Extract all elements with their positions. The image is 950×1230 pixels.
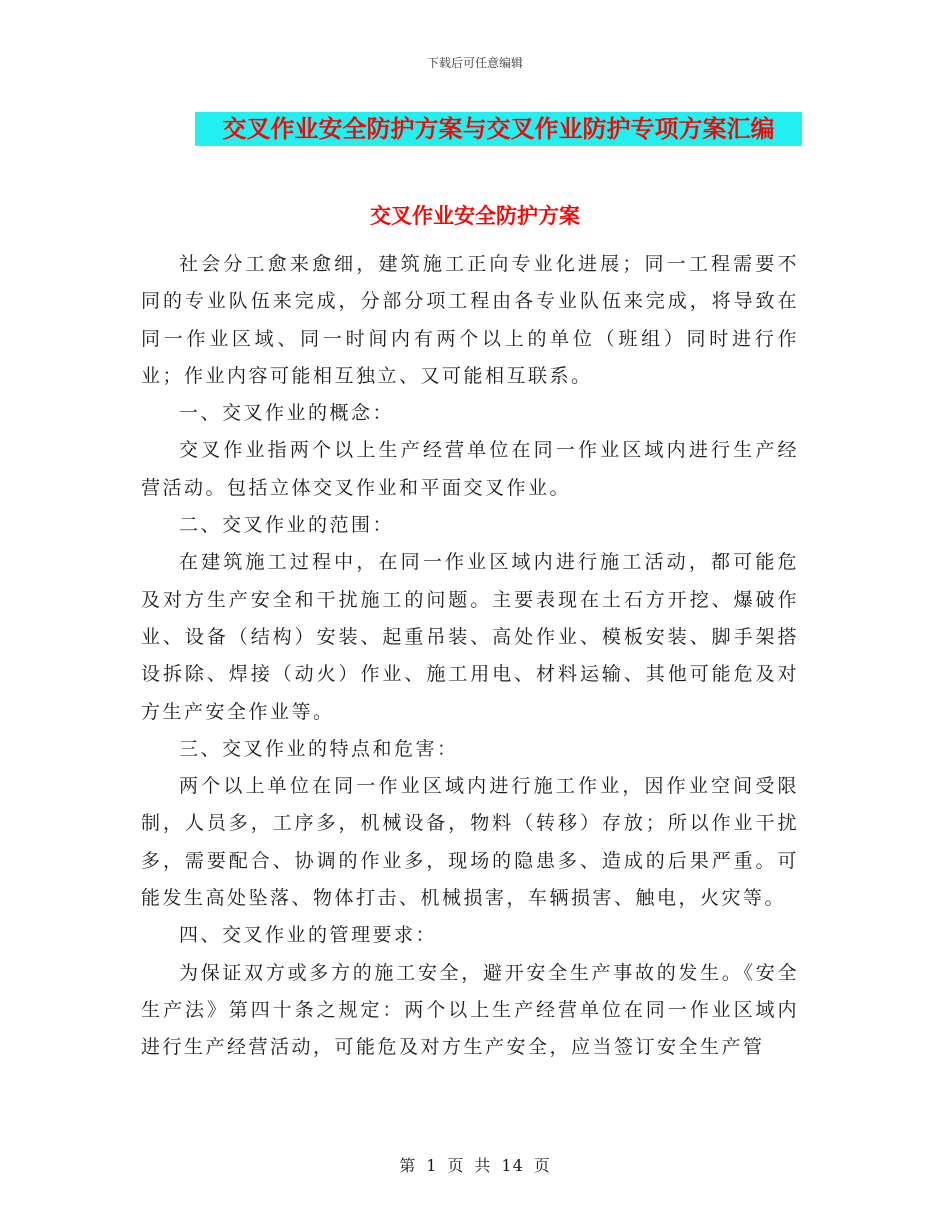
document-title: 交叉作业安全防护方案与交叉作业防护专项方案汇编	[195, 112, 802, 146]
body-paragraph: 在建筑施工过程中，在同一作业区域内进行施工活动，都可能危及对方生产安全和干扰施工的问题。主要表现在土石方开挖、爆破作业、设备（结构）安装、起重吊装、高处作业、模板安装、脚手架搭设拆除、焊接（动火）作业、施工用电、材料运输、其他可能危及对方生产安全作业等。	[141, 551, 799, 723]
footer-label-page: 第	[399, 1156, 417, 1175]
section-heading: 二、交叉作业的范围：	[179, 514, 395, 537]
section-heading: 一、交叉作业的概念：	[179, 402, 395, 425]
footer-label-total: 共	[474, 1156, 492, 1175]
body-paragraph: 交叉作业指两个以上生产经营单位在同一作业区域内进行生产经营活动。包括立体交叉作业和平面交叉作业。	[141, 439, 799, 499]
footer-label-ye2: 页	[533, 1156, 551, 1175]
section-heading: 三、交叉作业的特点和危害：	[179, 737, 459, 760]
page-footer	[0, 1153, 950, 1176]
body-paragraph: 两个以上单位在同一作业区域内进行施工作业，因作业空间受限制，人员多，工序多，机械设备，物料（转移）存放；所以作业干扰多，需要配合、协调的作业多，现场的隐患多、造成的后果严重。可能发生高处坠落、物体打击、机械损害，车辆损害、触电，火灾等。	[141, 775, 799, 910]
body-paragraph: 社会分工愈来愈细，建筑施工正向专业化进展；同一工程需要不同的专业队伍来完成，分部分项工程由各专业队伍来完成，将导致在同一作业区域、同一时间内有两个以上的单位（班组）同时进行作业；作业内容可能相互独立、又可能相互联系。	[141, 253, 799, 387]
section-title: 交叉作业安全防护方案	[370, 203, 580, 228]
document-body	[141, 246, 799, 1067]
total-pages-number: 14	[501, 1156, 524, 1175]
current-page-number: 1	[426, 1156, 438, 1175]
page-header-note: 下载后可任意编辑	[426, 56, 523, 70]
body-paragraph: 为保证双方或多方的施工安全，避开安全生产事故的发生。《安全生产法》第四十条之规定：两个以上生产经营单位在同一作业区域内进行生产经营活动，可能危及对方生产安全，应当签订安全生产管	[141, 961, 799, 1059]
footer-label-ye: 页	[447, 1156, 465, 1175]
section-heading: 四、交叉作业的管理要求：	[179, 924, 438, 947]
